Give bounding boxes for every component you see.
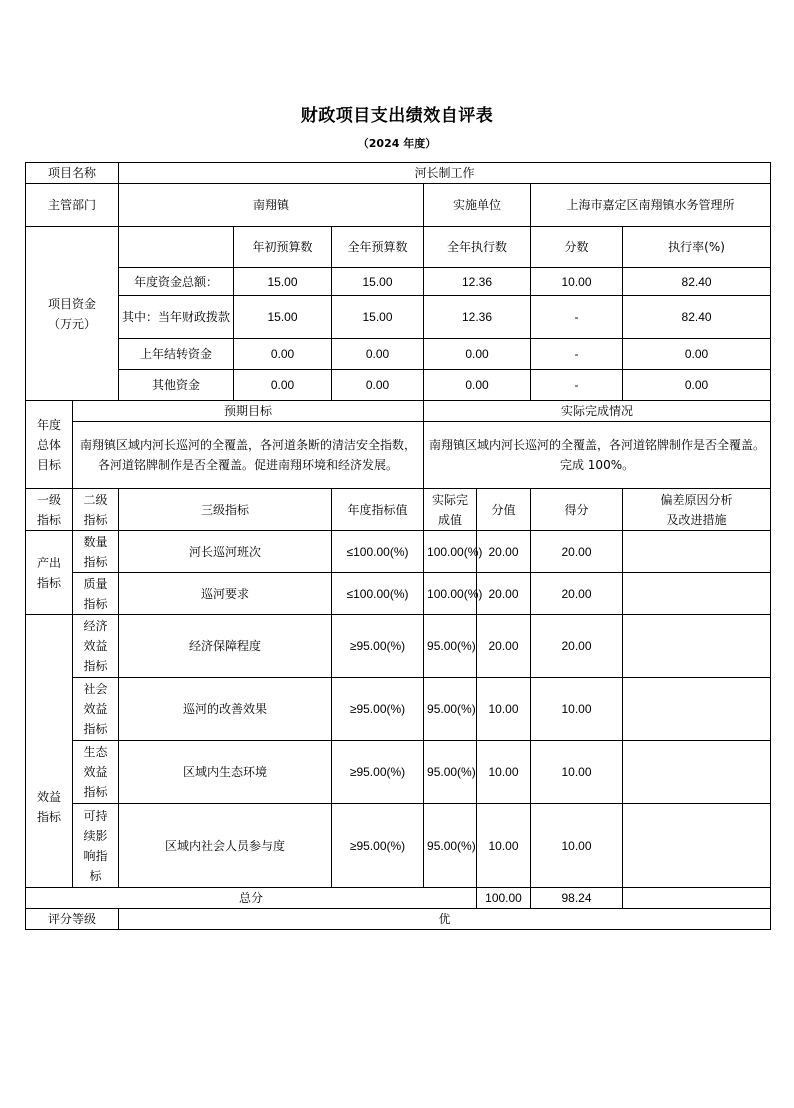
actual-cell: 100.00(%) xyxy=(424,531,477,573)
funds-cell: 10.00 xyxy=(531,268,623,296)
ind-header-level2: 二级 指标 xyxy=(73,489,119,531)
total-note xyxy=(623,888,771,909)
funds-cell: 12.36 xyxy=(424,268,531,296)
note-cell xyxy=(623,741,771,804)
impl-unit-label: 实施单位 xyxy=(424,184,531,227)
ind-header-level3: 三级指标 xyxy=(119,489,332,531)
level2-cell: 可持 续影 响指 标 xyxy=(73,804,119,888)
funds-cell: 0.00 xyxy=(332,370,424,401)
funds-cell: 82.40 xyxy=(623,268,771,296)
weight-cell: 10.00 xyxy=(477,678,531,741)
page-title: 财政项目支出绩效自评表 xyxy=(300,106,494,126)
benefit-row xyxy=(26,678,771,741)
weight-cell: 10.00 xyxy=(477,741,531,804)
project-name-value: 河长制工作 xyxy=(119,163,771,184)
weight-cell: 20.00 xyxy=(477,531,531,573)
score-cell: 20.00 xyxy=(531,615,623,678)
funds-header-points: 分数 xyxy=(531,227,623,268)
note-cell xyxy=(623,615,771,678)
funds-cell: 12.36 xyxy=(424,296,531,339)
goals-actual-header: 实际完成情况 xyxy=(424,401,771,422)
note-cell xyxy=(623,678,771,741)
funds-cell: 15.00 xyxy=(234,268,332,296)
level3-cell: 河长巡河班次 xyxy=(119,531,332,573)
score-cell: 10.00 xyxy=(531,678,623,741)
level2-cell: 质量 指标 xyxy=(73,573,119,615)
funds-row-label: 上年结转资金 xyxy=(119,339,234,370)
ind-header-actual: 实际完成值 xyxy=(424,489,477,531)
indicators-header-row xyxy=(26,489,771,531)
funds-row-total xyxy=(26,268,771,296)
funds-cell: 0.00 xyxy=(424,339,531,370)
funds-header-blank xyxy=(119,227,234,268)
funds-row-label: 年度资金总额： xyxy=(119,268,234,296)
funds-cell: 0.00 xyxy=(424,370,531,401)
goals-header-row xyxy=(26,401,771,422)
target-cell: ≥95.00(%) xyxy=(332,678,424,741)
funds-cell: 0.00 xyxy=(623,370,771,401)
benefit-row xyxy=(26,615,771,678)
funds-cell: 0.00 xyxy=(234,339,332,370)
target-cell: ≥95.00(%) xyxy=(332,615,424,678)
dept-label: 主管部门 xyxy=(26,184,119,227)
grade-row xyxy=(26,909,771,930)
target-cell: ≥95.00(%) xyxy=(332,804,424,888)
score-cell: 20.00 xyxy=(531,573,623,615)
output-row xyxy=(26,531,771,573)
level2-cell: 经济 效益 指标 xyxy=(73,615,119,678)
total-label: 总分 xyxy=(26,888,477,909)
level2-cell: 数量 指标 xyxy=(73,531,119,573)
funds-row-other xyxy=(26,370,771,401)
goals-label: 年度 总体 目标 xyxy=(26,401,73,489)
funds-cell: - xyxy=(531,370,623,401)
ind-header-note: 偏差原因分析 及改进措施 xyxy=(623,489,771,531)
score-cell: 10.00 xyxy=(531,741,623,804)
grade-value: 优 xyxy=(119,909,771,930)
target-cell: ≤100.00(%) xyxy=(332,573,424,615)
funds-row-label: 其他资金 xyxy=(119,370,234,401)
actual-cell: 95.00(%) xyxy=(424,615,477,678)
level3-cell: 区域内生态环境 xyxy=(119,741,332,804)
note-cell xyxy=(623,573,771,615)
weight-cell: 20.00 xyxy=(477,573,531,615)
funds-cell: 0.00 xyxy=(623,339,771,370)
actual-cell: 100.00(%) xyxy=(424,573,477,615)
score-cell: 20.00 xyxy=(531,531,623,573)
funds-header-rate: 执行率(%) xyxy=(623,227,771,268)
level3-cell: 巡河要求 xyxy=(119,573,332,615)
funds-cell: - xyxy=(531,296,623,339)
funds-cell: 15.00 xyxy=(332,296,424,339)
score-cell: 10.00 xyxy=(531,804,623,888)
level3-cell: 经济保障程度 xyxy=(119,615,332,678)
ind-header-level1: 一级 指标 xyxy=(26,489,73,531)
impl-unit-value: 上海市嘉定区南翔镇水务管理所 xyxy=(531,184,771,227)
goals-text-row xyxy=(26,422,771,489)
benefit-row xyxy=(26,804,771,888)
level3-cell: 区域内社会人员参与度 xyxy=(119,804,332,888)
funds-header-row xyxy=(26,227,771,268)
funds-header-annual: 全年预算数 xyxy=(332,227,424,268)
goals-expected-header: 预期目标 xyxy=(73,401,424,422)
ind-header-score: 得分 xyxy=(531,489,623,531)
dept-value: 南翔镇 xyxy=(119,184,424,227)
evaluation-table xyxy=(25,162,771,930)
ind-header-weight: 分值 xyxy=(477,489,531,531)
department-row xyxy=(26,184,771,227)
note-cell xyxy=(623,531,771,573)
output-row xyxy=(26,573,771,615)
benefit-indicator-label: 效益 指标 xyxy=(26,615,73,888)
goals-actual-text: 南翔镇区域内河长巡河的全覆盖，各河道铭牌制作是否全覆盖。完成 100%。 xyxy=(424,422,771,489)
funds-label: 项目资金 （万元） xyxy=(26,227,119,401)
actual-cell: 95.00(%) xyxy=(424,804,477,888)
target-cell: ≤100.00(%) xyxy=(332,531,424,573)
level3-cell: 巡河的改善效果 xyxy=(119,678,332,741)
level2-cell: 社会 效益 指标 xyxy=(73,678,119,741)
funds-cell: 82.40 xyxy=(623,296,771,339)
project-name-row xyxy=(26,163,771,184)
ind-header-target: 年度指标值 xyxy=(332,489,424,531)
total-score: 98.24 xyxy=(531,888,623,909)
project-name-label: 项目名称 xyxy=(26,163,119,184)
total-row xyxy=(26,888,771,909)
level2-cell: 生态 效益 指标 xyxy=(73,741,119,804)
weight-cell: 20.00 xyxy=(477,615,531,678)
funds-cell: - xyxy=(531,339,623,370)
output-indicator-label: 产出 指标 xyxy=(26,531,73,615)
funds-header-executed: 全年执行数 xyxy=(424,227,531,268)
funds-cell: 15.00 xyxy=(234,296,332,339)
funds-header-initial: 年初预算数 xyxy=(234,227,332,268)
target-cell: ≥95.00(%) xyxy=(332,741,424,804)
grade-label: 评分等级 xyxy=(26,909,119,930)
funds-row-carryover xyxy=(26,339,771,370)
funds-cell: 15.00 xyxy=(332,268,424,296)
note-cell xyxy=(623,804,771,888)
benefit-row xyxy=(26,741,771,804)
funds-cell: 0.00 xyxy=(234,370,332,401)
weight-cell: 10.00 xyxy=(477,804,531,888)
goals-expected-text: 南翔镇区域内河长巡河的全覆盖，各河道条断的清洁安全指数，各河道铭牌制作是否全覆盖。促进南翔环境和经济发展。 xyxy=(73,422,424,489)
funds-row-current-year xyxy=(26,296,771,339)
actual-cell: 95.00(%) xyxy=(424,678,477,741)
page-subtitle: （2024 年度） xyxy=(357,137,437,150)
funds-cell: 0.00 xyxy=(332,339,424,370)
actual-cell: 95.00(%) xyxy=(424,741,477,804)
funds-row-label: 其中：当年财政拨款 xyxy=(119,296,234,339)
total-weight: 100.00 xyxy=(477,888,531,909)
